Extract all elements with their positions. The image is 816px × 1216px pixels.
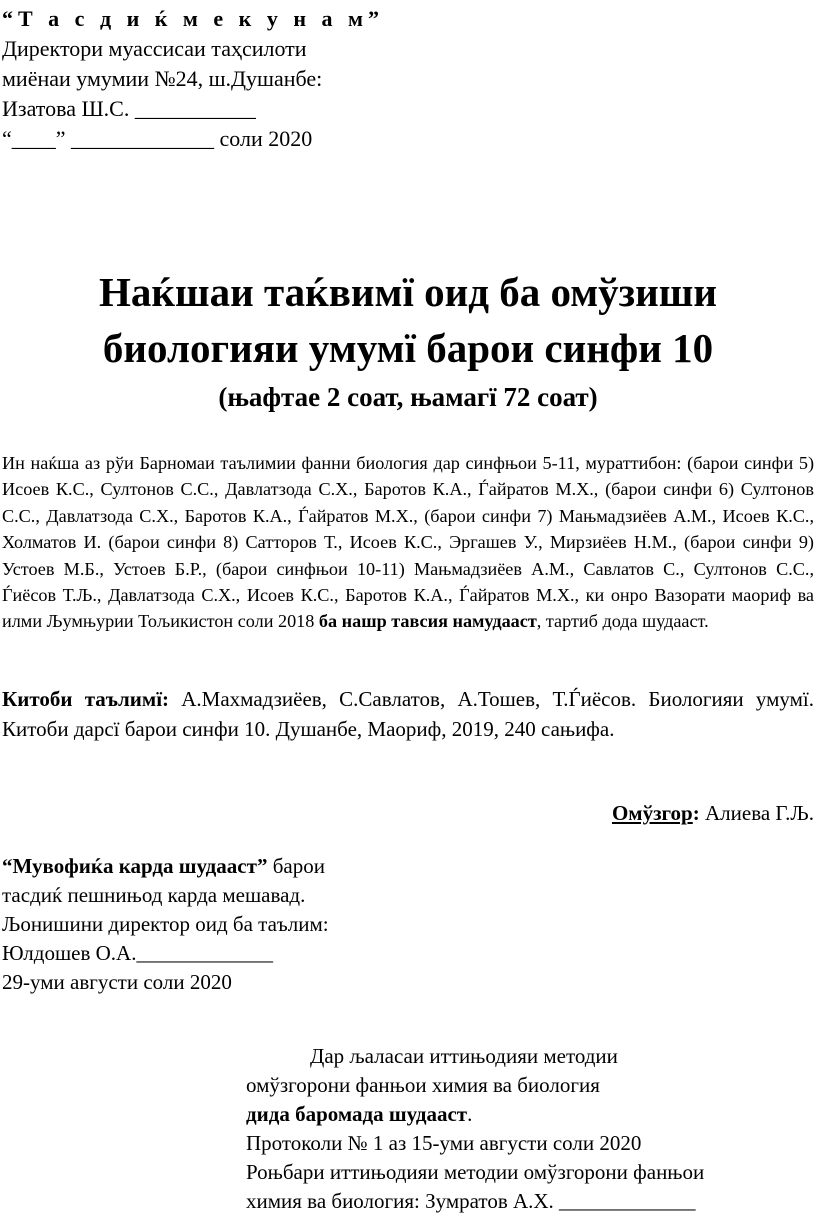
textbook-label: Китоби таълимї: [2,687,170,711]
textbook-paragraph [2,684,814,744]
method-line: Роњбари иттињодияи методии омўзгорони фанњои [246,1160,705,1184]
approval-line: миёнаи умумии №24, ш.Душанбе: [2,66,323,91]
method-bold: дида баромада шудааст [246,1102,468,1126]
intro-text-end: , тартиб дода шудааст. [536,611,709,632]
agreed-line: Љонишини директор оид ба таълим: [2,912,329,936]
agreed-line: тасдиќ пешнињод карда мешавад. [2,883,306,907]
compiler-name: Алиева Г.Љ. [699,801,814,825]
approval-line: “____” _____________ соли 2020 [2,126,313,151]
method-line-3 [246,1100,816,1129]
textbook-text: А.Махмадзиёев, С.Савлатов, А.Тошев, Т.Ѓиёсов. Биологияи умумї. Китоби дарсї барои синфи 10. Душанбе, Маориф, 2019, 240 сањифа. [2,687,814,741]
approval-line: Директори муассисаи таҳсилоти [2,36,307,61]
intro-bold-text: ба нашр тавсия намудааст [318,611,537,632]
method-period: . [467,1102,473,1126]
method-line: Дар љаласаи иттињодияи методии [310,1044,618,1068]
title-line-1: Наќшаи таќвимї оид ба омўзиши [99,269,717,315]
approval-block [2,4,816,154]
method-line: омўзгорони фанњои химия ва биология [246,1073,600,1097]
agreed-block [2,852,816,997]
agreed-line: 29-уми августи соли 2020 [2,970,232,994]
method-line: химия ва биология: Зумратов А.Х. _____________ [246,1189,696,1213]
agreed-line: Юлдошев О.А._____________ [2,941,273,965]
compiler-label: Омўзгор [611,801,693,825]
document-title [0,264,816,416]
method-line: Протоколи № 1 аз 15-уми августи соли 2020 [246,1131,642,1155]
agreed-first-line [2,852,816,881]
compiler-line [612,798,814,828]
title-line-2: биологияи умумї барои синфи 10 [102,325,714,371]
agreed-rest: барои [267,854,325,878]
agreed-bold: “Мувофиќа карда шудааст” [2,854,268,878]
method-block [246,1042,816,1216]
approval-line: Изатова Ш.С. ___________ [2,96,256,121]
title-subtitle: (њафтае 2 соат, њамагї 72 соат) [218,382,598,412]
compiler-colon: : [692,801,700,825]
approval-heading: “Т а с д и ќ м е к у н а м” [2,6,385,31]
intro-paragraph [2,450,814,635]
intro-text: Ин наќша аз рўи Барномаи таълимии фанни биология дар синфњои 5-11, мураттибон: (барои синфи 5) Исоев К.С., Султонов С.С., Давлатзода С.Х., Баротов К.А., Ѓайратов М.Х., (барои синфи 6) Султонов С.С., Давлатзода С.Х., Баротов К.А., Ѓайратов М.Х., (барои синфи 7) Мањмадзиёев А.М., Исоев К.С., Холматов И. (барои синфи 8) Сатторов Т., Исоев К.С., Эргашев У., Мирзиёев Н.М., (барои синфи 9) Устоев М.Б., Устоев Б.Р., (барои синфњои 10-11) Мањмадзиёев А.М., Савлатов С., Султонов С.С., Ѓиёсов Т.Љ., Давлатзода С.Х., Исоев К.С., Баротов К.А., Ѓайратов М.Х., ки онро Вазорати маориф ва илми Љумњурии Тољикистон соли 2018 [2,453,814,632]
